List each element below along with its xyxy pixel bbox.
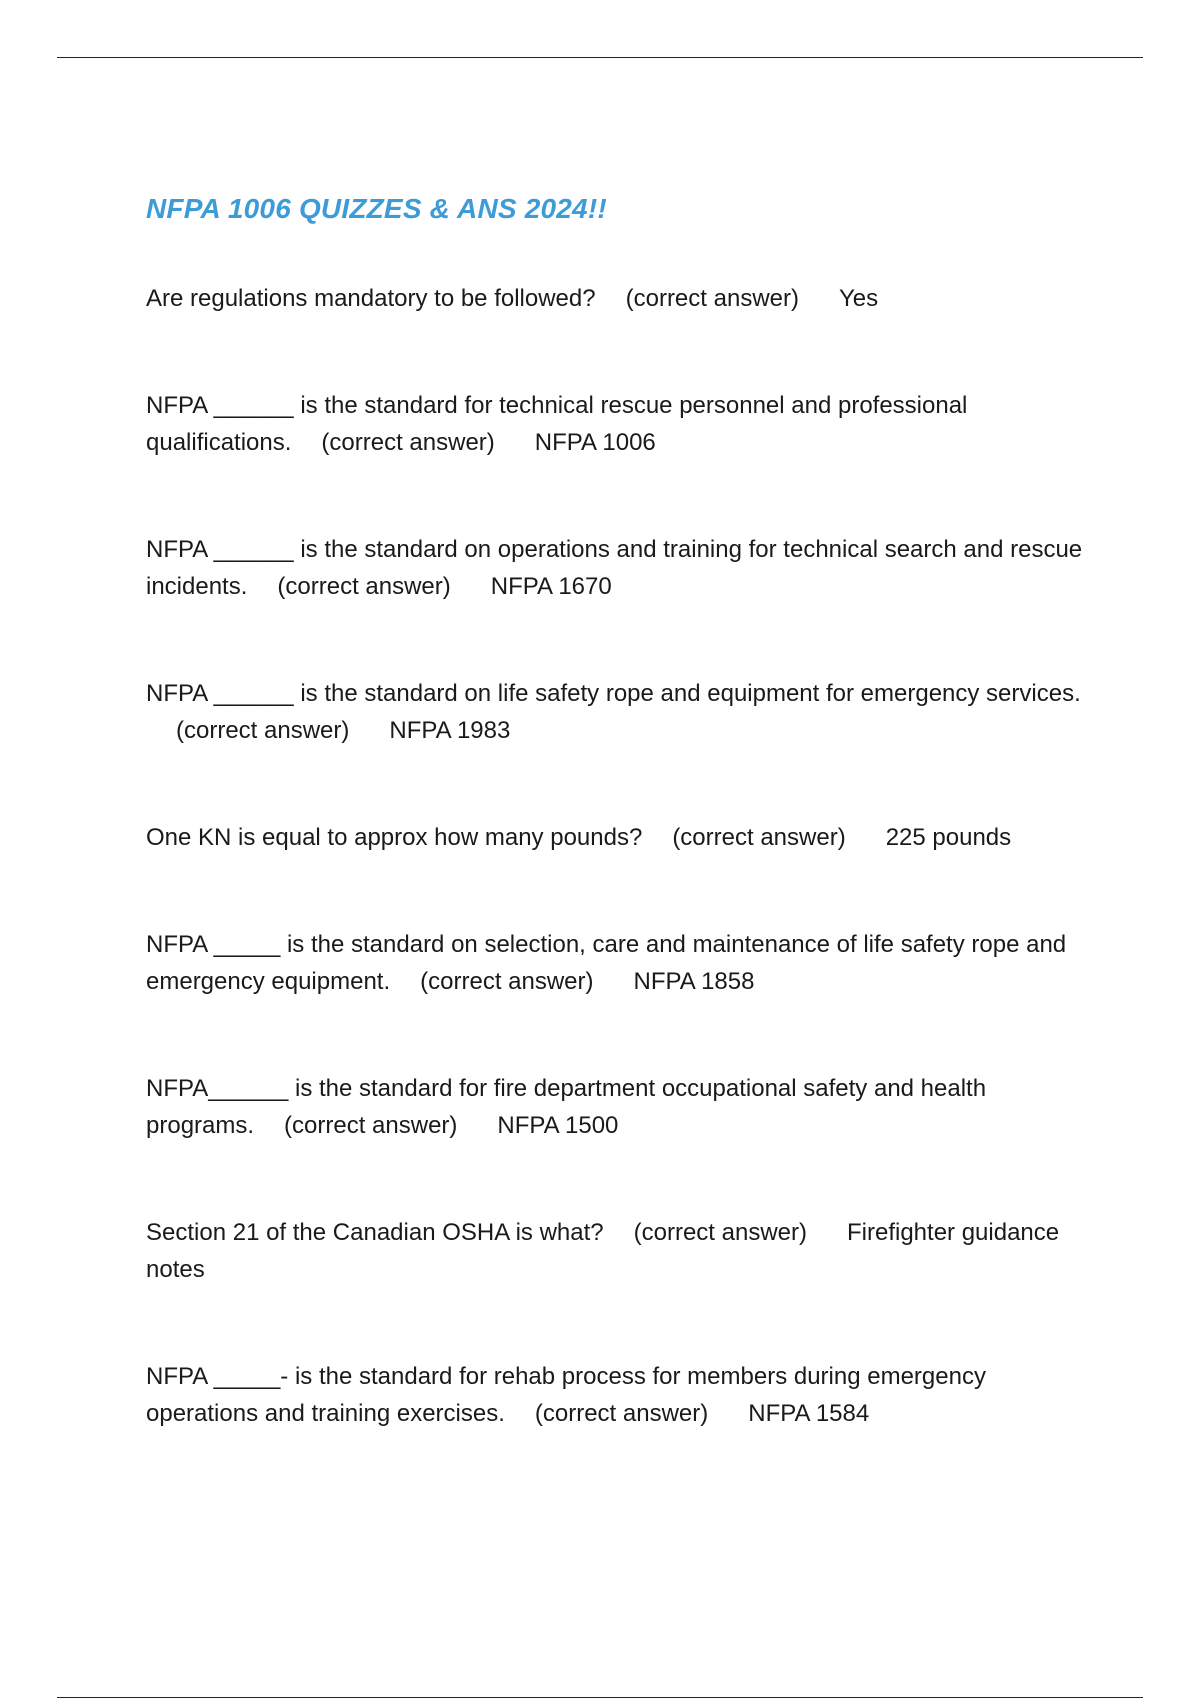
answer-label: (correct answer) (633, 1219, 807, 1246)
question-text: Section 21 of the Canadian OSHA is what? (146, 1219, 604, 1246)
answer-text: NFPA 1983 (389, 717, 511, 744)
answer-text: 225 pounds (885, 824, 1012, 851)
answer-label: (correct answer) (534, 1400, 709, 1427)
question-text: NFPA ______ is the standard for technical rescue personnel and professional qualifications. (146, 392, 968, 456)
answer-label: (correct answer) (277, 573, 451, 600)
question-text: NFPA______ is the standard for fire department occupational safety and health programs. (146, 1075, 987, 1139)
answer-text: NFPA 1670 (490, 573, 612, 600)
question-text: NFPA _____- is the standard for rehab process for members during emergency operations and training exercises. (146, 1363, 986, 1427)
question-text: Are regulations mandatory to be followed? (146, 285, 596, 312)
qa-item (146, 1214, 1096, 1288)
answer-text: Yes (838, 285, 879, 312)
answer-text: NFPA 1006 (534, 429, 656, 456)
qa-item (146, 926, 1096, 1000)
answer-text: NFPA 1500 (497, 1112, 619, 1139)
question-text: NFPA ______ is the standard on life safety rope and equipment for emergency services. (146, 680, 1081, 707)
answer-label: (correct answer) (625, 285, 799, 312)
qa-item (146, 1358, 1096, 1432)
question-text: One KN is equal to approx how many pounds? (146, 824, 643, 851)
answer-label: (correct answer) (176, 717, 350, 744)
answer-label: (correct answer) (321, 429, 495, 456)
bottom-rule (57, 1697, 1143, 1698)
answer-label: (correct answer) (284, 1112, 458, 1139)
page-title: NFPA 1006 QUIZZES & ANS 2024!! (146, 193, 607, 224)
question-text: NFPA ______ is the standard on operations and training for technical search and rescue incidents. (146, 536, 1083, 600)
answer-label: (correct answer) (672, 824, 846, 851)
top-rule (57, 57, 1143, 58)
answer-text: NFPA 1584 (748, 1400, 870, 1427)
question-text: NFPA _____ is the standard on selection, care and maintenance of life safety rope and emergency equipment. (146, 931, 1067, 995)
qa-item (146, 531, 1096, 605)
qa-item (146, 819, 1096, 856)
qa-item (146, 387, 1096, 461)
answer-text: NFPA 1858 (633, 968, 755, 995)
answer-text: Firefighter guidance notes (146, 1219, 1060, 1283)
qa-item (146, 280, 1096, 317)
qa-item (146, 675, 1096, 749)
answer-label: (correct answer) (420, 968, 594, 995)
qa-item (146, 1070, 1096, 1144)
